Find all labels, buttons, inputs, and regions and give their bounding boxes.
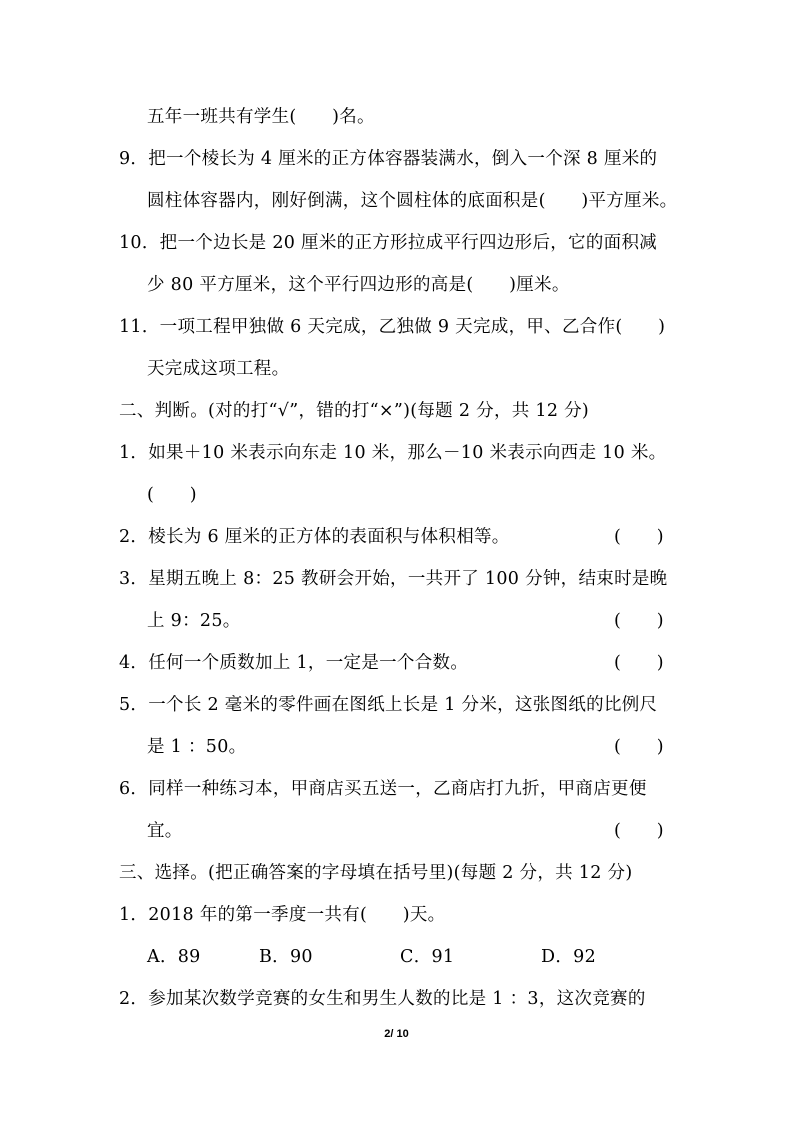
page-number: 2/ 10 (384, 1028, 409, 1040)
section3-heading: 三、选择。(把正确答案的字母填在括号里)(每题 2 分，共 12 分) (119, 863, 633, 883)
q11-line1: 11．一项工程甲独做 6 天完成，乙独做 9 天完成，甲、乙合作( ) (119, 317, 666, 337)
c1-option-d: D．92 (541, 947, 596, 967)
c1-option-b: B．90 (259, 947, 313, 967)
j3-line2: 上 9：25。 (147, 611, 241, 631)
j6-line1: 6．同样一种练习本，甲商店买五送一，乙商店打九折，甲商店更便 (119, 779, 647, 799)
j5-paren: ( ) (614, 737, 664, 757)
j5-line1: 5．一个长 2 毫米的零件画在图纸上长是 1 分米，这张图纸的比例尺 (119, 695, 658, 715)
q8-cont: 五年一班共有学生( )名。 (147, 107, 375, 127)
j5-line2: 是 1 ：50。 (147, 737, 247, 757)
q9-line2: 圆柱体容器内，刚好倒满，这个圆柱体的底面积是( )平方厘米。 (147, 191, 678, 211)
q10-line2: 少 80 平方厘米，这个平行四边形的高是( )厘米。 (147, 275, 570, 295)
j2-paren: ( ) (614, 527, 664, 547)
j3-line1: 3．星期五晚上 8：25 教研会开始，一共开了 100 分钟，结束时是晚 (119, 569, 668, 589)
j6-line2: 宜。 (147, 821, 183, 841)
j1-line2: ( ) (147, 485, 197, 505)
j3-paren: ( ) (614, 611, 664, 631)
c1-option-a: A．89 (147, 947, 201, 967)
q11-line2: 天完成这项工程。 (147, 359, 290, 379)
q9-line1: 9．把一个棱长为 4 厘米的正方体容器装满水，倒入一个深 8 厘米的 (119, 149, 658, 169)
j4-line1: 4．任何一个质数加上 1，一定是一个合数。 (119, 653, 469, 673)
c1-line1: 1．2018 年的第一季度一共有( )天。 (119, 905, 446, 925)
q10-line1: 10．把一个边长是 20 厘米的正方形拉成平行四边形后，它的面积减 (119, 233, 658, 253)
j4-paren: ( ) (614, 653, 664, 673)
section2-heading: 二、判断。(对的打“√”，错的打“×”)(每题 2 分，共 12 分) (119, 401, 590, 421)
c2-line1: 2．参加某次数学竞赛的女生和男生人数的比是 1 ：3，这次竞赛的 (119, 989, 646, 1009)
j2-line1: 2．棱长为 6 厘米的正方体的表面积与体积相等。 (119, 527, 510, 547)
j6-paren: ( ) (614, 821, 664, 841)
j1-line1: 1．如果＋10 米表示向东走 10 米，那么－10 米表示向西走 10 米。 (119, 443, 667, 463)
c1-option-c: C．91 (400, 947, 455, 967)
